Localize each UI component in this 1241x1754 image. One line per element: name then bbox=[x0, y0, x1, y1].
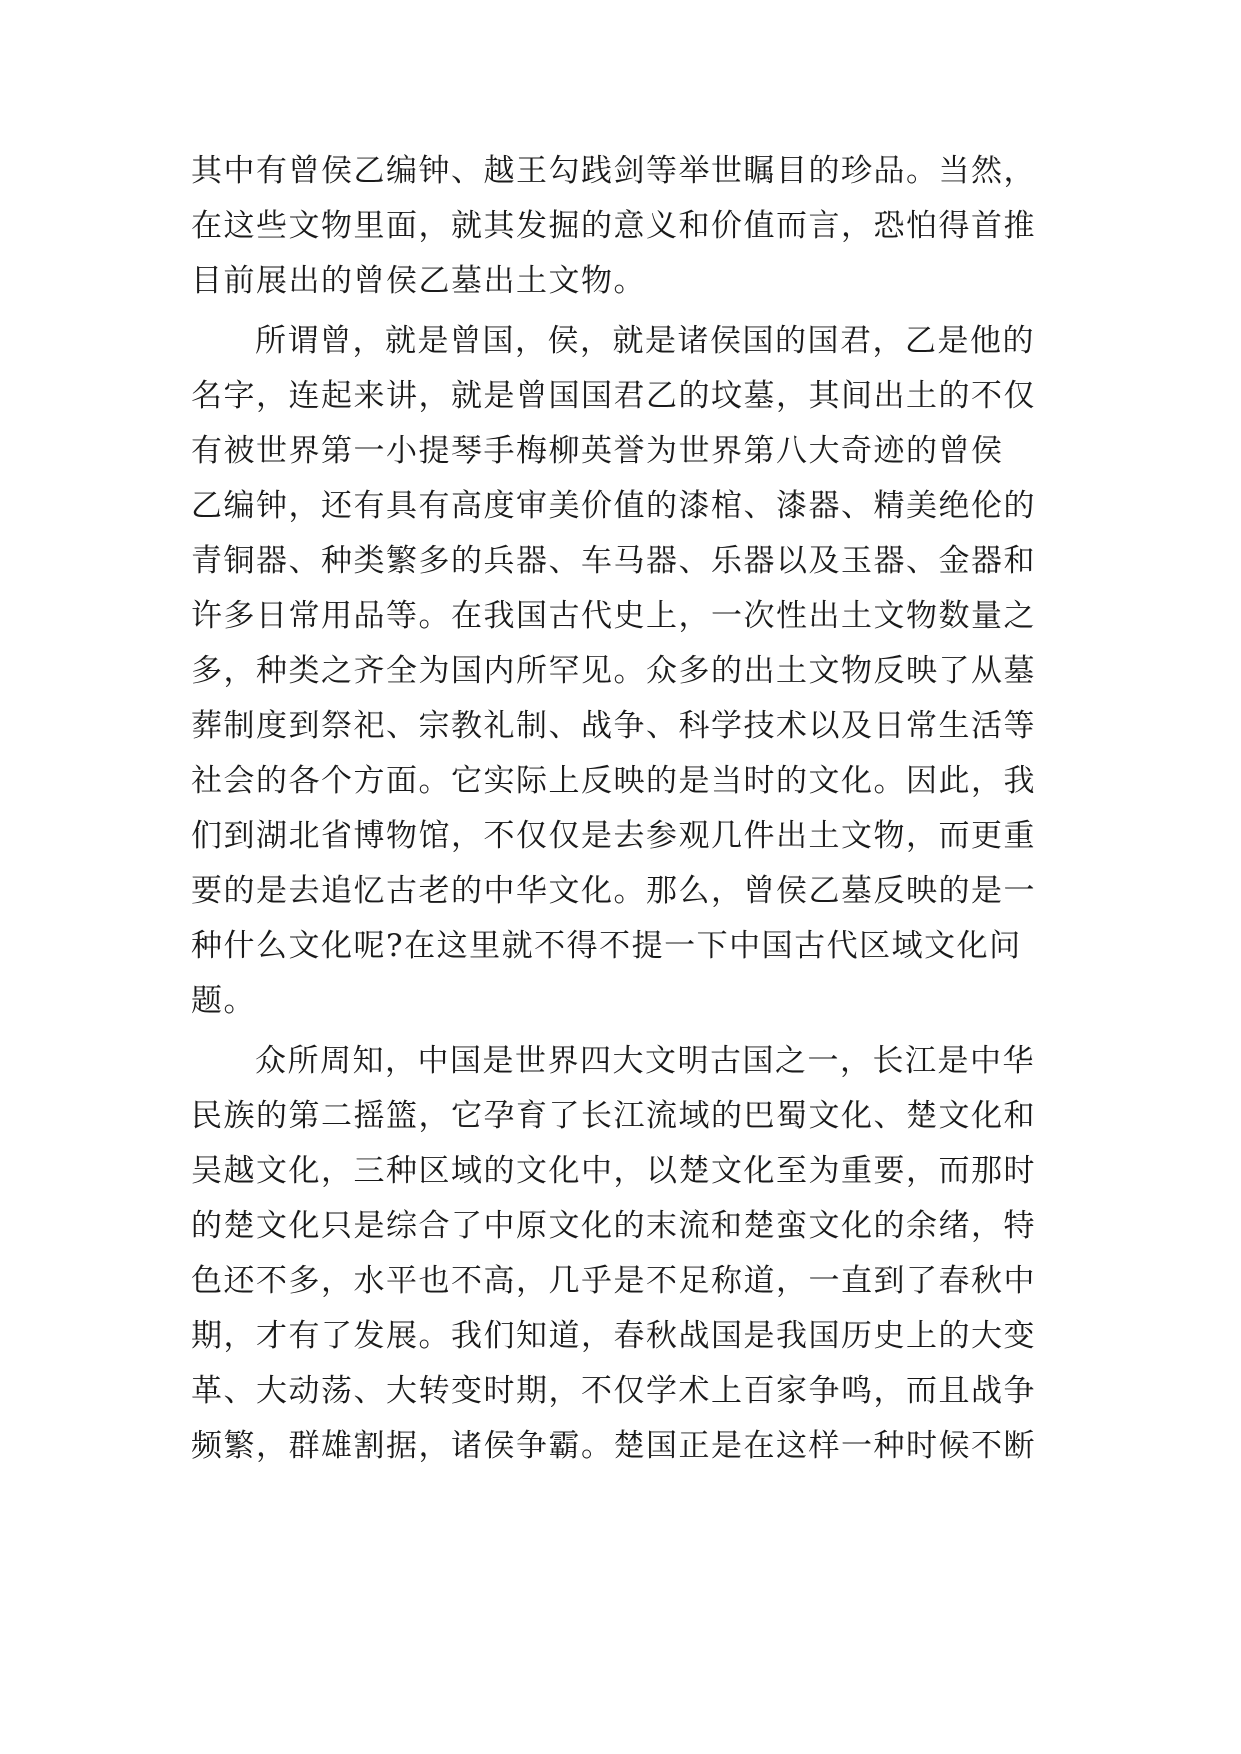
text-line: 葬制度到祭祀、宗教礼制、战争、科学技术以及日常生活等 bbox=[191, 708, 1036, 744]
text-line: 要的是去追忆古老的中华文化。那么，曾侯乙墓反映的是一 bbox=[191, 873, 1036, 909]
text-line: 在这些文物里面，就其发掘的意义和价值而言，恐怕得首推 bbox=[191, 208, 1036, 244]
text-line: 其中有曾侯乙编钟、越王勾践剑等举世瞩目的珍品。当然， bbox=[191, 153, 1036, 189]
text-line: 目前展出的曾侯乙墓出土文物。 bbox=[191, 263, 646, 299]
text-line: 种什么文化呢?在这里就不得不提一下中国古代区域文化问 bbox=[191, 928, 1022, 964]
text-line: 众所周知，中国是世界四大文明古国之一，长江是中华 bbox=[255, 1043, 1035, 1079]
text-line: 所谓曾，就是曾国，侯，就是诸侯国的国君，乙是他的 bbox=[255, 323, 1035, 359]
text-line: 期，才有了发展。我们知道，春秋战国是我国历史上的大变 bbox=[191, 1318, 1036, 1354]
text-line: 青铜器、种类繁多的兵器、车马器、乐器以及玉器、金器和 bbox=[191, 543, 1036, 579]
text-line: 吴越文化，三种区域的文化中，以楚文化至为重要，而那时 bbox=[191, 1153, 1036, 1189]
text-line: 乙编钟，还有具有高度审美价值的漆棺、漆器、精美绝伦的 bbox=[191, 488, 1036, 524]
text-line: 许多日常用品等。在我国古代史上，一次性出土文物数量之 bbox=[191, 598, 1036, 634]
text-line: 题。 bbox=[191, 983, 256, 1019]
text-line: 有被世界第一小提琴手梅柳英誉为世界第八大奇迹的曾侯 bbox=[191, 433, 1004, 469]
text-line: 多，种类之齐全为国内所罕见。众多的出土文物反映了从墓 bbox=[191, 653, 1036, 689]
text-line: 频繁，群雄割据，诸侯争霸。楚国正是在这样一种时候不断 bbox=[191, 1428, 1036, 1464]
text-line: 革、大动荡、大转变时期，不仅学术上百家争鸣，而且战争 bbox=[191, 1373, 1036, 1409]
text-line: 民族的第二摇篮，它孕育了长江流域的巴蜀文化、楚文化和 bbox=[191, 1098, 1036, 1134]
text-line: 们到湖北省博物馆，不仅仅是去参观几件出土文物，而更重 bbox=[191, 818, 1036, 854]
text-line: 名字，连起来讲，就是曾国国君乙的坟墓，其间出土的不仅 bbox=[191, 378, 1036, 414]
text-line: 社会的各个方面。它实际上反映的是当时的文化。因此，我 bbox=[191, 763, 1036, 799]
text-line: 色还不多，水平也不高，几乎是不足称道，一直到了春秋中 bbox=[191, 1263, 1036, 1299]
text-line: 的楚文化只是综合了中原文化的末流和楚蛮文化的余绪，特 bbox=[191, 1208, 1036, 1244]
